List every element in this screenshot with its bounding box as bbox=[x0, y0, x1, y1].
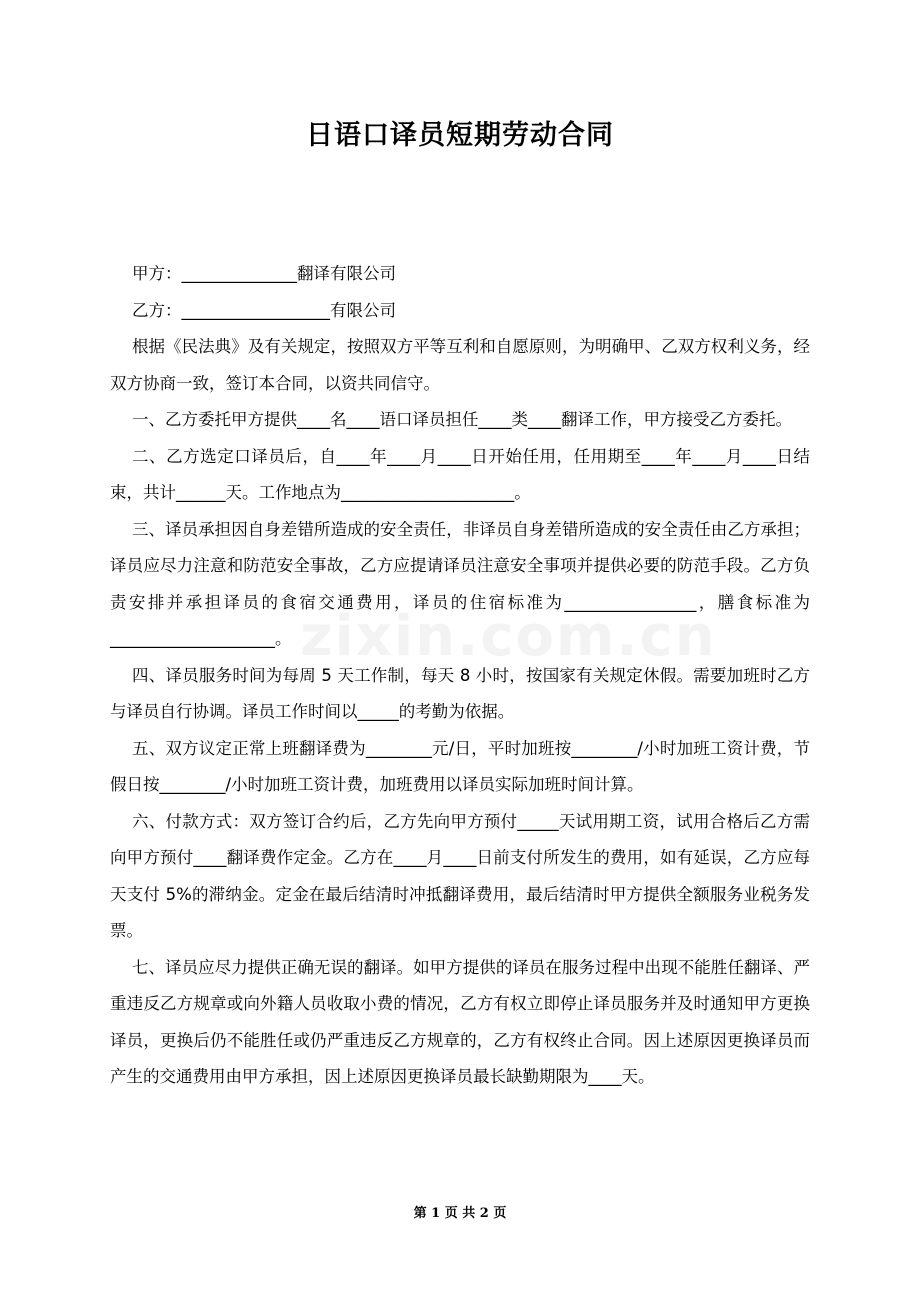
clause-2: 二、乙方选定口译员后，自____年____月____日开始任用，任用期至____年____月____日结束，共计______天。工作地点为_____________________。 bbox=[110, 446, 810, 502]
clause-3: 三、译员承担因自身差错所造成的安全责任，非译员自身差错所造成的安全责任由乙方承担；译员应尽力注意和防范安全事故，乙方应提请译员注意安全事项并提供必要的防范手段。乙方负责安排并承担译员的食宿交通费用，译员的住宿标准为________________，膳食标准为____________________。 bbox=[110, 519, 810, 648]
preamble-paragraph: 根据《民法典》及有关规定，按照双方平等互利和自愿原则，为明确甲、乙双方权利义务，经双方协商一致，签订本合同，以资共同信守。 bbox=[110, 337, 810, 393]
clause-1: 一、乙方委托甲方提供____名____语口译员担任____类____翻译工作，甲方接受乙方委托。 bbox=[132, 410, 792, 429]
clause-4: 四、译员服务时间为每周 5 天工作制，每天 8 小时，按国家有关规定休假。需要加班时乙方与译员自行协调。译员工作时间以_____的考勤为依据。 bbox=[110, 665, 810, 721]
party-a-line: 甲方：______________翻译有限公司 bbox=[132, 264, 396, 283]
watermark: zixin.com.cn bbox=[300, 604, 717, 669]
clause-7: 七、译员应尽力提供正确无误的翻译。如甲方提供的译员在服务过程中出现不能胜任翻译、严重违反乙方规章或向外籍人员收取小费的情况，乙方有权立即停止译员服务并及时通知甲方更换译员，更换后仍不能胜任或仍严重违反乙方规章的，乙方有权终止合同。因上述原因更换译员而产生的交通费用由甲方承担，因上述原因更换译员最长缺勤期限为____天。 bbox=[110, 957, 810, 1086]
page-number-footer: 第 1 页 共 2 页 bbox=[413, 1206, 507, 1221]
contract-body bbox=[110, 256, 810, 1096]
clause-6: 六、付款方式：双方签订合约后，乙方先向甲方预付_____天试用期工资，试用合格后乙方需向甲方预付____翻译费作定金。乙方在____月____日前支付所发生的费用，如有延误，乙方应每天支付 5%的滞纳金。定金在最后结清时冲抵翻译费用，最后结清时甲方提供全额服务业税务发票。 bbox=[110, 811, 810, 940]
clause-5: 五、双方议定正常上班翻译费为________元/日，平时加班按________/小时加班工资计费，节假日按________/小时加班工资计费，加班费用以译员实际加班时间计算。 bbox=[110, 738, 810, 794]
party-b-line: 乙方：__________________有限公司 bbox=[132, 300, 396, 320]
document-title: 日语口译员短期劳动合同 bbox=[306, 120, 614, 151]
